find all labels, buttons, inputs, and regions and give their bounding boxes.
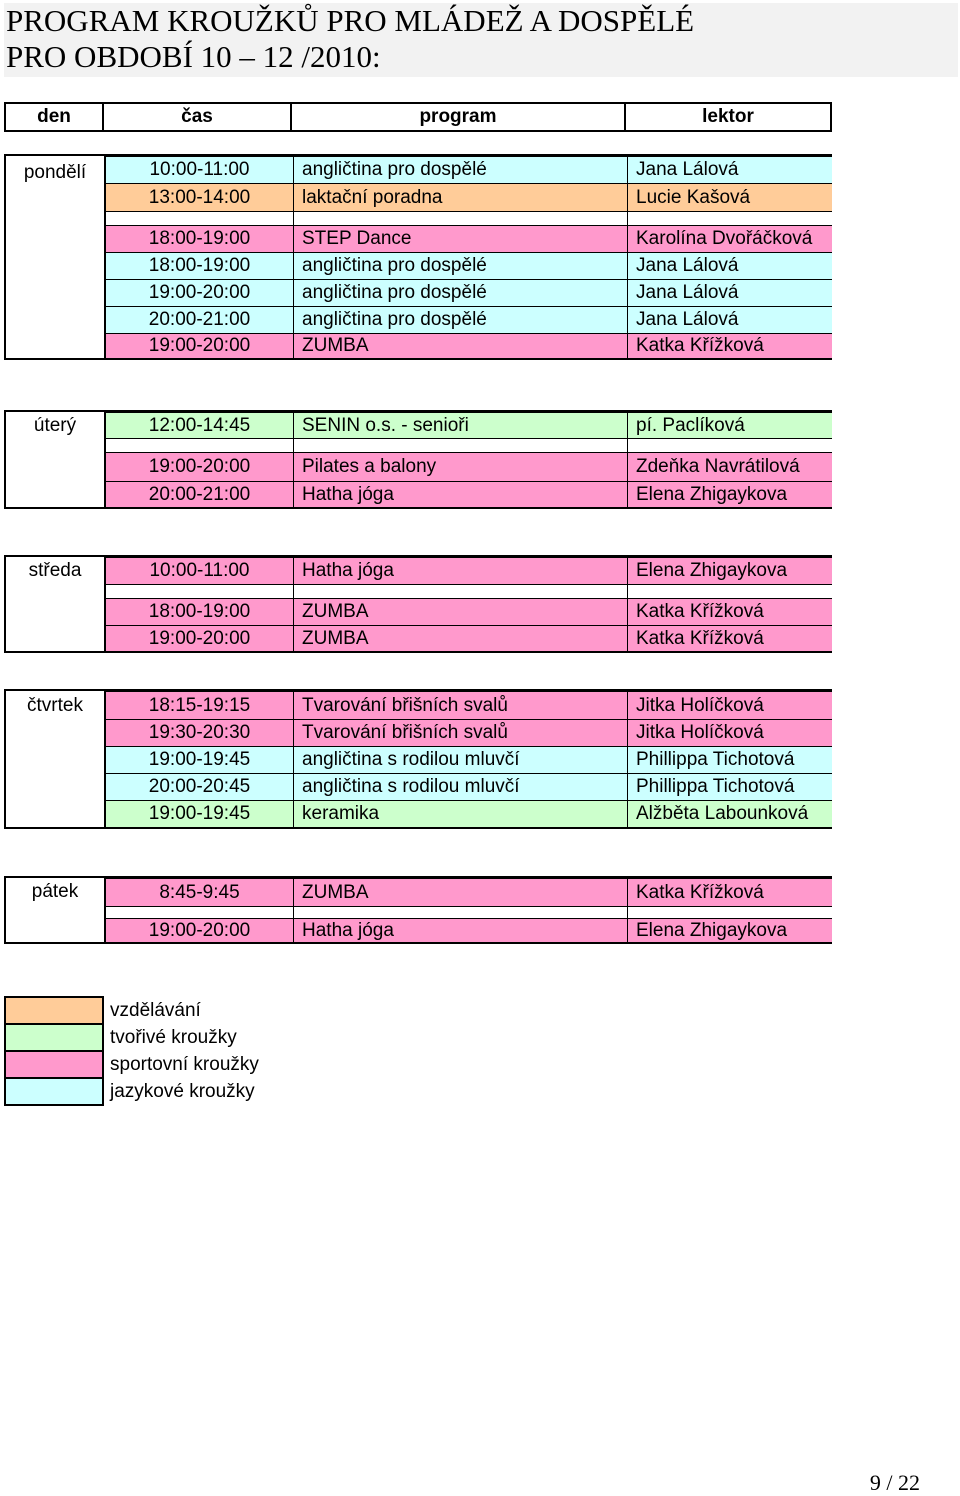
legend-swatch-sport [4, 1050, 104, 1079]
page-number: 9 / 22 [869, 1470, 920, 1495]
legend-label: sportovní kroužky [110, 1054, 259, 1075]
legend-swatch-education [4, 996, 104, 1025]
schedule-row [104, 719, 832, 746]
legend-label: tvořivé kroužky [110, 1027, 237, 1048]
lector-cell: Katka Křížková [636, 881, 764, 903]
time-cell: 10:00-11:00 [106, 558, 294, 584]
lector-cell: Katka Křížková [636, 601, 764, 622]
day-name: úterý [33, 415, 77, 436]
schedule-header [4, 102, 832, 132]
schedule-row [104, 557, 832, 584]
page-title [4, 3, 958, 77]
schedule-row-empty [104, 584, 832, 598]
program-cell: SENIN o.s. - senioři [294, 413, 628, 438]
lector-cell: Alžběta Labounková [636, 803, 809, 824]
schedule-row-empty [104, 211, 832, 225]
lector-cell: Jana Lálová [636, 282, 739, 303]
lector-cell: Jitka Holíčková [636, 694, 764, 716]
time-cell: 18:00-19:00 [106, 226, 294, 252]
program-cell: STEP Dance [294, 226, 628, 252]
day-name: středa [28, 560, 82, 581]
lector-cell: Elena Zhigaykova [636, 483, 788, 505]
day-block-tuesday [4, 410, 832, 509]
time-cell: 19:00-20:00 [106, 919, 294, 942]
program-cell: angličtina pro dospělé [294, 307, 628, 333]
lector-cell: Jana Lálová [636, 309, 739, 330]
schedule-row [104, 183, 832, 211]
day-name: pátek [31, 881, 79, 902]
lector-cell: Jana Lálová [636, 255, 739, 276]
program-cell: angličtina s rodilou mluvčí [294, 774, 628, 800]
program-cell: Hatha jóga [294, 482, 628, 507]
title-line-2: PRO OBDOBÍ 10 – 12 /2010: [6, 39, 381, 74]
lector-cell: pí. Paclíková [636, 414, 745, 436]
schedule-row [104, 878, 832, 906]
legend-swatch-creative [4, 1023, 104, 1052]
title-line-1: PROGRAM KROUŽKŮ PRO MLÁDEŽ A DOSPĚLÉ [6, 3, 695, 38]
program-cell: Tvarování břišních svalů [294, 692, 628, 719]
legend-label: jazykové kroužky [110, 1081, 255, 1102]
schedule-row [104, 156, 832, 183]
day-block-wednesday [4, 555, 832, 653]
lector-cell: Elena Zhigaykova [636, 919, 788, 941]
program-cell: angličtina pro dospělé [294, 253, 628, 279]
time-cell: 18:00-19:00 [106, 253, 294, 279]
time-cell: 20:00-21:00 [106, 307, 294, 333]
program-cell: ZUMBA [294, 599, 628, 625]
program-cell: laktační poradna [294, 184, 628, 211]
lector-cell: Jitka Holíčková [636, 722, 764, 743]
day-name: čtvrtek [27, 695, 83, 716]
schedule-row-empty [104, 906, 832, 918]
time-cell: 19:00-20:00 [106, 280, 294, 306]
program-cell: Pilates a balony [294, 453, 628, 481]
program-cell: angličtina pro dospělé [294, 157, 628, 183]
program-cell: angličtina s rodilou mluvčí [294, 747, 628, 773]
lector-cell: Phillippa Tichotová [636, 776, 795, 797]
schedule-row [104, 691, 832, 719]
lector-cell: Zdeňka Navrátilová [636, 456, 800, 477]
schedule-row [104, 598, 832, 625]
program-cell: Hatha jóga [294, 919, 628, 942]
schedule-row [104, 279, 832, 306]
lector-cell: Elena Zhigaykova [636, 560, 788, 581]
time-cell: 18:15-19:15 [106, 692, 294, 719]
day-block-monday [4, 154, 832, 360]
lector-cell: Katka Křížková [636, 627, 764, 649]
lector-cell: Lucie Kašová [636, 186, 751, 208]
lector-cell: Phillippa Tichotová [636, 749, 795, 770]
schedule-row [104, 333, 832, 358]
day-name: pondělí [23, 162, 87, 183]
time-cell: 19:30-20:30 [106, 720, 294, 746]
program-cell: angličtina pro dospělé [294, 280, 628, 306]
schedule-row [104, 746, 832, 773]
time-cell: 19:00-20:00 [106, 626, 294, 651]
time-cell: 18:00-19:00 [106, 599, 294, 625]
time-cell: 8:45-9:45 [106, 879, 294, 906]
time-cell: 20:00-21:00 [106, 482, 294, 507]
schedule-row [104, 800, 832, 827]
time-cell: 12:00-14:45 [106, 413, 294, 438]
day-block-friday [4, 876, 832, 944]
schedule-row [104, 625, 832, 651]
time-cell: 13:00-14:00 [106, 184, 294, 211]
time-cell: 20:00-20:45 [106, 774, 294, 800]
schedule-row-empty [104, 438, 832, 452]
schedule-row [104, 452, 832, 481]
schedule-row [104, 252, 832, 279]
lector-cell: Karolína Dvořáčková [636, 228, 813, 249]
header-program: program [291, 103, 625, 131]
time-cell: 10:00-11:00 [106, 157, 294, 183]
program-cell: keramika [294, 801, 628, 827]
schedule-row [104, 481, 832, 507]
program-cell: Tvarování břišních svalů [294, 720, 628, 746]
schedule-row [104, 306, 832, 333]
program-cell: ZUMBA [294, 334, 628, 358]
time-cell: 19:00-19:45 [106, 801, 294, 827]
program-cell: ZUMBA [294, 879, 628, 906]
lector-cell: Katka Křížková [636, 335, 764, 356]
header-time: čas [103, 103, 291, 131]
program-cell: ZUMBA [294, 626, 628, 651]
schedule-row [104, 225, 832, 252]
schedule-row [104, 918, 832, 942]
header-day: den [5, 103, 103, 131]
header-lector: lektor [625, 103, 831, 131]
legend-label: vzdělávání [110, 1000, 201, 1021]
lector-cell: Jana Lálová [636, 159, 739, 180]
time-cell: 19:00-20:00 [106, 453, 294, 481]
program-cell: Hatha jóga [294, 558, 628, 584]
day-block-thursday [4, 689, 832, 829]
legend-swatch-language [4, 1077, 104, 1106]
time-cell: 19:00-20:00 [106, 334, 294, 358]
schedule-row [104, 412, 832, 438]
schedule-row [104, 773, 832, 800]
time-cell: 19:00-19:45 [106, 747, 294, 773]
